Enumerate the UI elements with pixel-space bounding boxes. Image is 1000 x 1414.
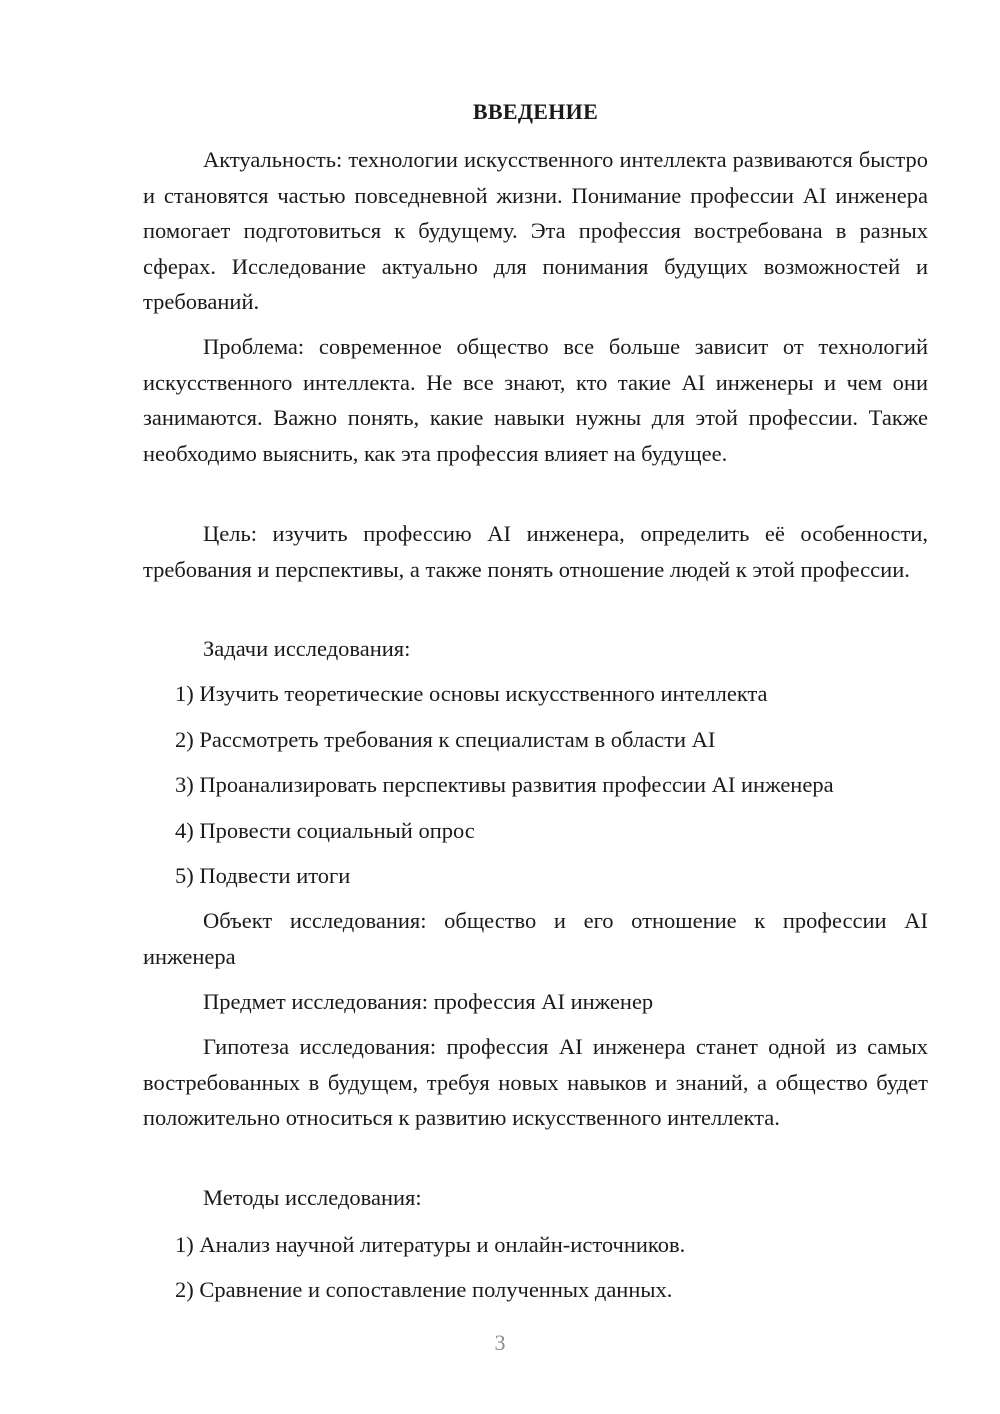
- subject-paragraph: Предмет исследования: профессия AI инженер: [203, 989, 654, 1014]
- method-item: 1) Анализ научной литературы и онлайн-источников.: [175, 1232, 686, 1257]
- object-paragraph: Объект исследования: общество и его отношение к профессии AI инженера: [143, 908, 928, 969]
- task-item: 4) Провести социальный опрос: [175, 818, 475, 843]
- document-page: [143, 0, 928, 1414]
- goal-paragraph: Цель: изучить профессию AI инженера, определить её особенности, требования и перспективы, а также понять отношение людей к этой профессии.: [143, 521, 928, 582]
- task-item: 5) Подвести итоги: [175, 863, 351, 888]
- methods-heading: Методы исследования:: [203, 1185, 422, 1210]
- page-number: 3: [494, 1330, 506, 1355]
- task-item: 2) Рассмотреть требования к специалистам в области AI: [175, 727, 716, 752]
- method-item: 2) Сравнение и сопоставление полученных данных.: [175, 1277, 673, 1302]
- task-item: 3) Проанализировать перспективы развития профессии AI инженера: [175, 772, 834, 797]
- relevance-paragraph: Актуальность: технологии искусственного интеллекта развиваются быстро и становятся частью повседневной жизни. Понимание профессии AI инженера помогает подготовиться к будущему. Эта профессия востребована в разных сферах. Исследование актуально для понимания будущих возможностей и требований.: [143, 147, 928, 314]
- problem-paragraph: Проблема: современное общество все больше зависит от технологий искусственного интеллекта. Не все знают, кто такие AI инженеры и чем они занимаются. Важно понять, какие навыки нужны для этой профессии. Также необходимо выяснить, как эта профессия влияет на будущее.: [143, 334, 928, 466]
- section-title: ВВЕДЕНИЕ: [472, 99, 599, 124]
- hypothesis-paragraph: Гипотеза исследования: профессия AI инженера станет одной из самых востребованных в будущем, требуя новых навыков и знаний, а общество будет положительно относиться к развитию искусственного интеллекта.: [143, 1034, 928, 1130]
- tasks-heading: Задачи исследования:: [203, 636, 411, 661]
- task-item: 1) Изучить теоретические основы искусственного интеллекта: [175, 681, 768, 706]
